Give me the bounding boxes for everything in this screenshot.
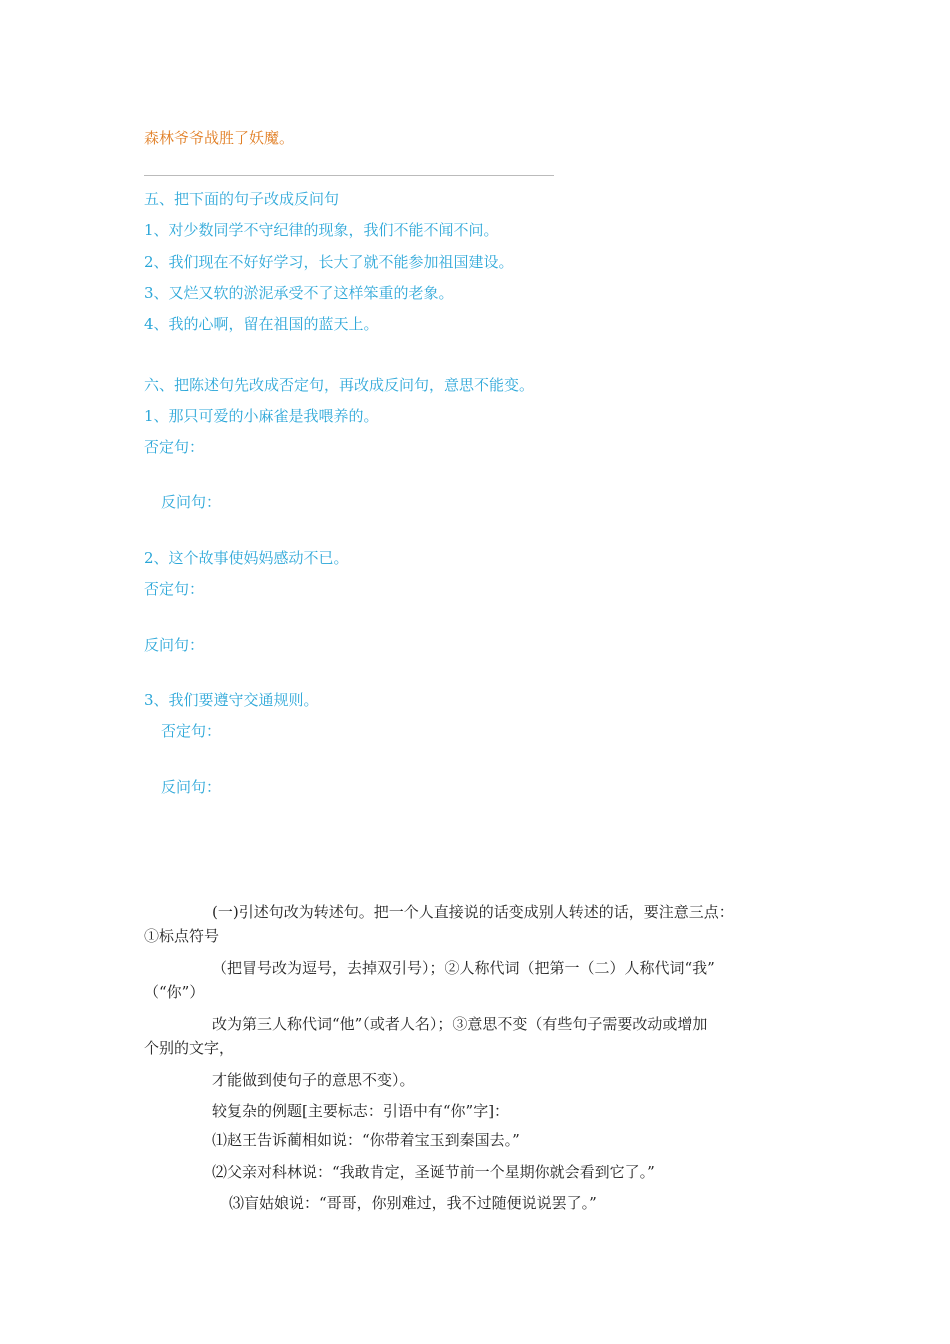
question-1-sentence: 1、那只可爱的小麻雀是我喂养的。 (144, 407, 379, 425)
question-2-rhetorical-label: 反问句： (144, 636, 205, 654)
example-2: ⑵父亲对科林说：“我敢肯定，圣诞节前一个星期你就会看到它了。” (212, 1163, 655, 1181)
notes-line-1: (一)引述句改为转述句。把一个人直接说的话变成别人转述的话，要注意三点： (212, 903, 734, 921)
question-2-sentence: 2、这个故事使妈妈感动不已。 (144, 549, 349, 567)
section-five-item-4: 4、我的心啊，留在祖国的蓝天上。 (144, 315, 379, 333)
question-3-sentence: 3、我们要遵守交通规则。 (144, 691, 319, 709)
section-five-item-3: 3、又烂又软的淤泥承受不了这样笨重的老象。 (144, 284, 454, 302)
notes-line-5: 改为第三人称代词“他”（或者人名）；③意思不变（有些句子需要改动或增加 (212, 1015, 708, 1033)
section-five-item-2: 2、我们现在不好好学习，长大了就不能参加祖国建设。 (144, 253, 514, 271)
section-five-item-1: 1、对少数同学不守纪律的现象，我们不能不闻不问。 (144, 221, 499, 239)
notes-line-8: 较复杂的例题[主要标志：引语中有“你”字]： (212, 1102, 510, 1120)
section-six-title: 六、把陈述句先改成否定句，再改成反问句，意思不能变。 (144, 376, 535, 394)
question-2-negative-label: 否定句： (144, 580, 205, 598)
header-sentence: 森林爷爷战胜了妖魔。 (144, 129, 295, 147)
section-five-title: 五、把下面的句子改成反问句 (144, 190, 340, 208)
notes-line-3: （把冒号改为逗号，去掉双引号）；②人称代词（把第一（二）人称代词“我” (212, 959, 715, 977)
notes-line-2: ①标点符号 (144, 927, 220, 945)
example-1: ⑴赵王告诉蔺相如说：“你带着宝玉到秦国去。” (212, 1131, 520, 1149)
question-3-negative-label: 否定句： (161, 722, 222, 740)
notes-line-6: 个别的文字， (144, 1039, 235, 1057)
example-3: ⑶盲姑娘说：“哥哥，你别难过，我不过随便说说罢了。” (229, 1194, 597, 1212)
divider-line (144, 175, 554, 176)
notes-line-4: （“你”） (144, 983, 205, 1001)
question-1-negative-label: 否定句： (144, 438, 205, 456)
question-1-rhetorical-label: 反问句： (161, 493, 222, 511)
question-3-rhetorical-label: 反问句： (161, 778, 222, 796)
notes-line-7: 才能做到使句子的意思不变）。 (212, 1071, 415, 1089)
